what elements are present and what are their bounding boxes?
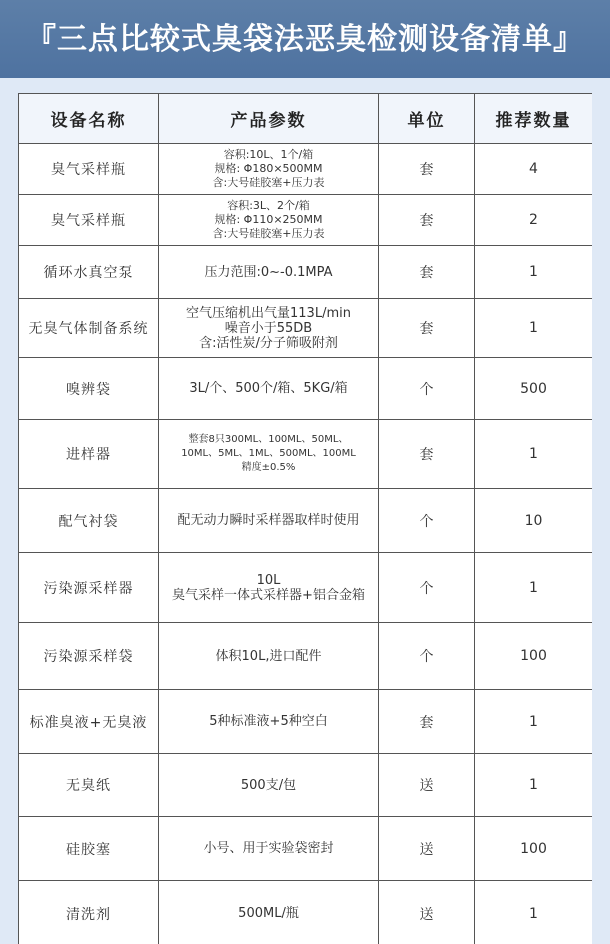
cell-qty: 1 [475,246,593,299]
cell-name: 臭气采样瓶 [19,144,159,195]
param-line: 容积:10L、1个/箱 [223,148,314,161]
cell-name: 污染源采样器 [19,553,159,623]
cell-qty: 500 [475,358,593,420]
equipment-sheet [18,93,592,944]
param-line: 体积10L,进口配件 [215,648,322,664]
param-line: 容积:3L、2个/箱 [227,199,310,212]
cell-name: 进样器 [19,420,159,489]
page-title: 『三点比较式臭袋法恶臭检测设备清单』 [26,22,584,57]
cell-params [159,817,379,881]
param-line: 压力范围:0~-0.1MPA [204,264,333,280]
table-row [19,144,593,195]
cell-name: 配气衬袋 [19,489,159,553]
param-line: 3L/个、500个/箱、5KG/箱 [189,381,348,396]
cell-name: 循环水真空泵 [19,246,159,299]
cell-unit: 套 [379,195,475,246]
cell-unit: 个 [379,553,475,623]
cell-qty: 1 [475,754,593,817]
table-row [19,623,593,690]
param-line: 整套8只300ML、100ML、50ML、 [188,434,349,445]
equipment-table [18,93,592,944]
cell-name: 无臭纸 [19,754,159,817]
header-params: 产品参数 [159,94,379,144]
table-header-row [19,94,593,144]
cell-qty: 4 [475,144,593,195]
param-line: 5种标准液+5种空白 [209,714,328,729]
table-row [19,754,593,817]
cell-name: 硅胶塞 [19,817,159,881]
cell-qty: 100 [475,623,593,690]
cell-qty: 1 [475,690,593,754]
param-line: 噪音小于55DB [224,320,313,336]
table-row [19,246,593,299]
table-row [19,817,593,881]
cell-params [159,489,379,553]
param-line: 含:大号硅胶塞+压力表 [212,227,325,240]
cell-unit: 套 [379,144,475,195]
cell-unit: 个 [379,623,475,690]
cell-params [159,754,379,817]
cell-params [159,881,379,944]
table-row [19,195,593,246]
param-line: 10L [256,572,281,588]
table-row [19,690,593,754]
table-row [19,358,593,420]
param-line: 500支/包 [240,777,297,793]
table-row [19,881,593,944]
table-row [19,299,593,358]
cell-params [159,299,379,358]
cell-params [159,358,379,420]
param-line: 小号、用于实验袋密封 [203,841,334,856]
param-line: 规格: Φ110×250MM [214,213,323,226]
cell-params [159,690,379,754]
cell-name: 嗅辨袋 [19,358,159,420]
cell-name: 清洗剂 [19,881,159,944]
table-row [19,420,593,489]
param-line: 500ML/瓶 [238,906,299,921]
cell-unit: 套 [379,299,475,358]
cell-unit: 套 [379,690,475,754]
param-line: 精度±0.5% [241,462,296,473]
param-line: 含:活性炭/分子筛吸附剂 [199,335,338,351]
table-row [19,553,593,623]
cell-params [159,420,379,489]
param-line: 10ML、5ML、1ML、500ML、100ML [181,448,356,459]
header-name: 设备名称 [19,94,159,144]
cell-unit: 个 [379,489,475,553]
cell-unit: 送 [379,817,475,881]
cell-qty: 1 [475,299,593,358]
param-line: 臭气采样一体式采样器+铝合金箱 [172,587,365,603]
cell-unit: 送 [379,754,475,817]
cell-qty: 1 [475,553,593,623]
cell-unit: 送 [379,881,475,944]
header-unit: 单位 [379,94,475,144]
cell-params [159,623,379,690]
cell-name: 标准臭液+无臭液 [19,690,159,754]
header-banner [0,0,610,78]
cell-unit: 个 [379,358,475,420]
param-line: 配无动力瞬时采样器取样时使用 [177,513,360,528]
cell-unit: 套 [379,420,475,489]
param-line: 空气压缩机出气量113L/min [186,305,351,321]
cell-qty: 100 [475,817,593,881]
cell-qty: 1 [475,420,593,489]
cell-name: 无臭气体制备系统 [19,299,159,358]
table-row [19,489,593,553]
param-line: 含:大号硅胶塞+压力表 [212,176,325,189]
cell-params [159,195,379,246]
cell-params [159,553,379,623]
cell-qty: 10 [475,489,593,553]
param-line: 规格: Φ180×500MM [214,162,323,175]
cell-params [159,246,379,299]
cell-qty: 2 [475,195,593,246]
cell-params [159,144,379,195]
cell-qty: 1 [475,881,593,944]
cell-name: 臭气采样瓶 [19,195,159,246]
header-qty: 推荐数量 [475,94,593,144]
cell-name: 污染源采样袋 [19,623,159,690]
cell-unit: 套 [379,246,475,299]
